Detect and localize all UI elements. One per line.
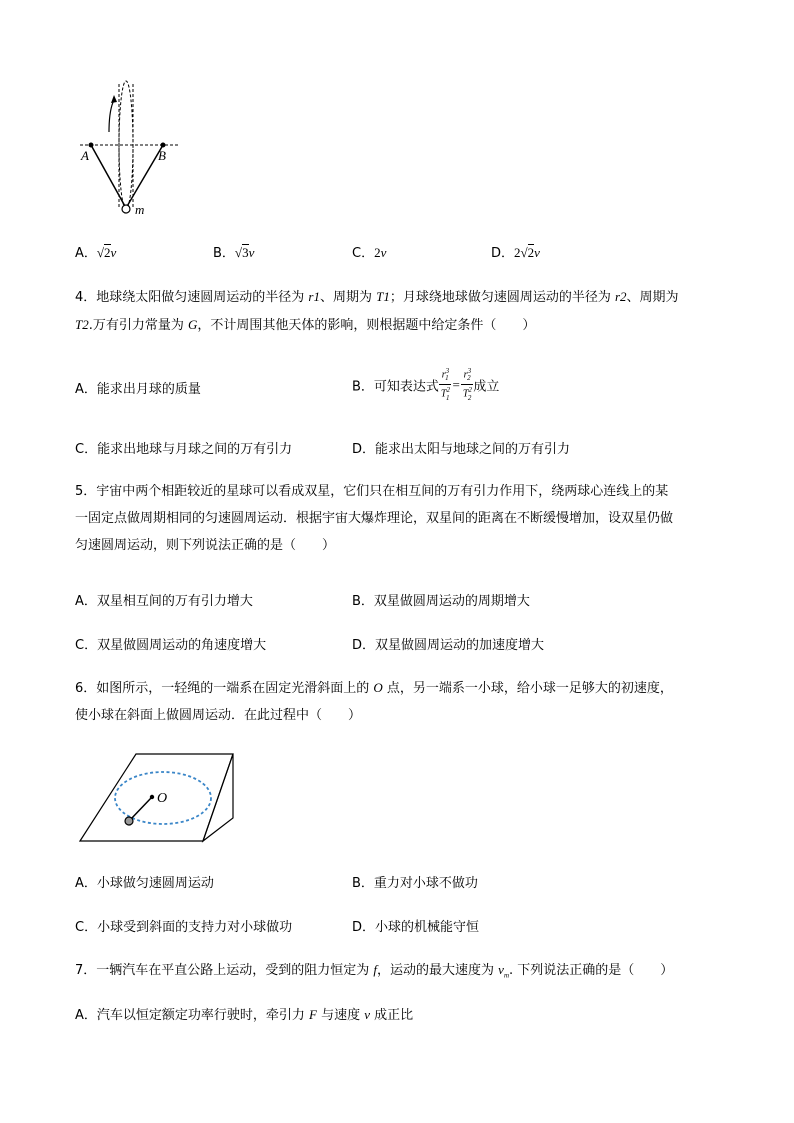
q3-option-b-prefix: B． — [213, 246, 235, 261]
q5-stem-line1: 5．宇宙中两个相距较近的星球可以看成双星，它们只在相互间的万有引力作用下，绕两球心连线上的某 — [75, 484, 669, 499]
q5-option-c[interactable]: C．双星做圆周运动的角速度增大 — [75, 638, 267, 653]
q6-stem — [75, 674, 725, 729]
q4-stem — [75, 283, 725, 339]
q3-option-a-radicand: 2 — [104, 245, 111, 260]
q5-stem — [75, 478, 725, 559]
figure-conical-pendulum — [76, 72, 186, 222]
fraction-r1-t1: $\frac{r^3_1}{T^2_1}$ — [440, 367, 450, 402]
q3-option-d[interactable] — [491, 242, 540, 261]
q4-stem-line2: T2.万有引力常量为 G，不计周围其他天体的影响，则根据题中给定条件（ ） — [75, 317, 536, 333]
q3-option-b[interactable] — [213, 242, 254, 261]
figure-inclined-plane — [78, 750, 238, 844]
label-m: m — [135, 202, 145, 217]
label-o: O — [157, 791, 168, 806]
q6-stem-line1: 6．如图所示，一轻绳的一端系在固定光滑斜面上的 O 点，另一端系一小球，给小球一足够大的初速度， — [75, 680, 673, 696]
q3-option-d-radicand: 2 — [527, 245, 535, 260]
q3-option-b-var: v — [248, 245, 255, 260]
q5-option-b[interactable]: B．双星做圆周运动的周期增大 — [352, 594, 530, 609]
q4-option-b[interactable]: B．可知表达式 $\frac{r^3_1}{T^2_1}$ = $\frac{r^3_2}{T^2_2}$ 成立 — [352, 367, 500, 402]
q6-option-a[interactable]: A．小球做匀速圆周运动 — [75, 876, 214, 891]
q3-option-d-coef: 2 — [514, 245, 521, 260]
fraction-r2-t2: $\frac{r^3_2}{T^2_2}$ — [462, 367, 472, 402]
sqrt-icon: √ — [234, 245, 243, 260]
sqrt-icon: √ — [520, 245, 528, 260]
q5-option-d[interactable]: D．双星做圆周运动的加速度增大 — [352, 638, 545, 653]
q3-option-d-var: v — [534, 245, 540, 260]
q7-stem-line1: 7．一辆汽车在平直公路上运动，受到的阻力恒定为 f，运动的最大速度为 $v_m$. 下列说法正确的是（ ） — [75, 962, 674, 980]
q3-option-a-prefix: A． — [75, 246, 97, 261]
q5-stem-line2: 一固定点做周期相同的匀速圆周运动．根据宇宙大爆炸理论，双星间的距离在不断缓慢增加，设双星仍做 — [75, 511, 674, 526]
q3-option-d-prefix: D． — [491, 246, 515, 261]
sqrt-icon: √ — [96, 245, 105, 260]
label-a: A — [81, 148, 89, 163]
q6-option-b[interactable]: B．重力对小球不做功 — [352, 876, 478, 891]
q5-stem-line3: 匀速圆周运动，则下列说法正确的是（ ） — [75, 538, 336, 553]
q3-option-b-radicand: 3 — [242, 245, 249, 260]
q7-option-a[interactable]: A．汽车以恒定额定功率行驶时，牵引力 F 与速度 v 成正比 — [75, 1007, 414, 1023]
q6-option-d[interactable]: D．小球的机械能守恒 — [352, 920, 480, 935]
label-b: B — [158, 148, 166, 163]
q6-stem-line2: 使小球在斜面上做圆周运动．在此过程中（ ） — [75, 708, 362, 723]
q3-option-c[interactable] — [352, 242, 386, 261]
q3-option-c-prefix: C． — [352, 246, 375, 261]
q4-option-d[interactable]: D．能求出太阳与地球之间的万有引力 — [352, 442, 571, 457]
q4-option-c[interactable]: C．能求出地球与月球之间的万有引力 — [75, 442, 293, 457]
q4-stem-line1: 4．地球绕太阳做匀速圆周运动的半径为 r1、周期为 T1；月球绕地球做匀速圆周运动的半径为 r2、周期为 — [75, 289, 679, 305]
q5-option-a[interactable]: A．双星相互间的万有引力增大 — [75, 594, 253, 609]
q3-option-a[interactable] — [75, 242, 116, 261]
q3-option-c-var: v — [380, 245, 387, 260]
conical-pendulum-drawing — [76, 72, 186, 222]
q6-option-c[interactable]: C．小球受到斜面的支持力对小球做功 — [75, 920, 293, 935]
q4-option-a[interactable]: A．能求出月球的质量 — [75, 382, 201, 397]
q7-stem — [75, 956, 725, 990]
q3-option-a-var: v — [110, 245, 117, 260]
q3-option-c-value: 2 — [374, 245, 381, 260]
